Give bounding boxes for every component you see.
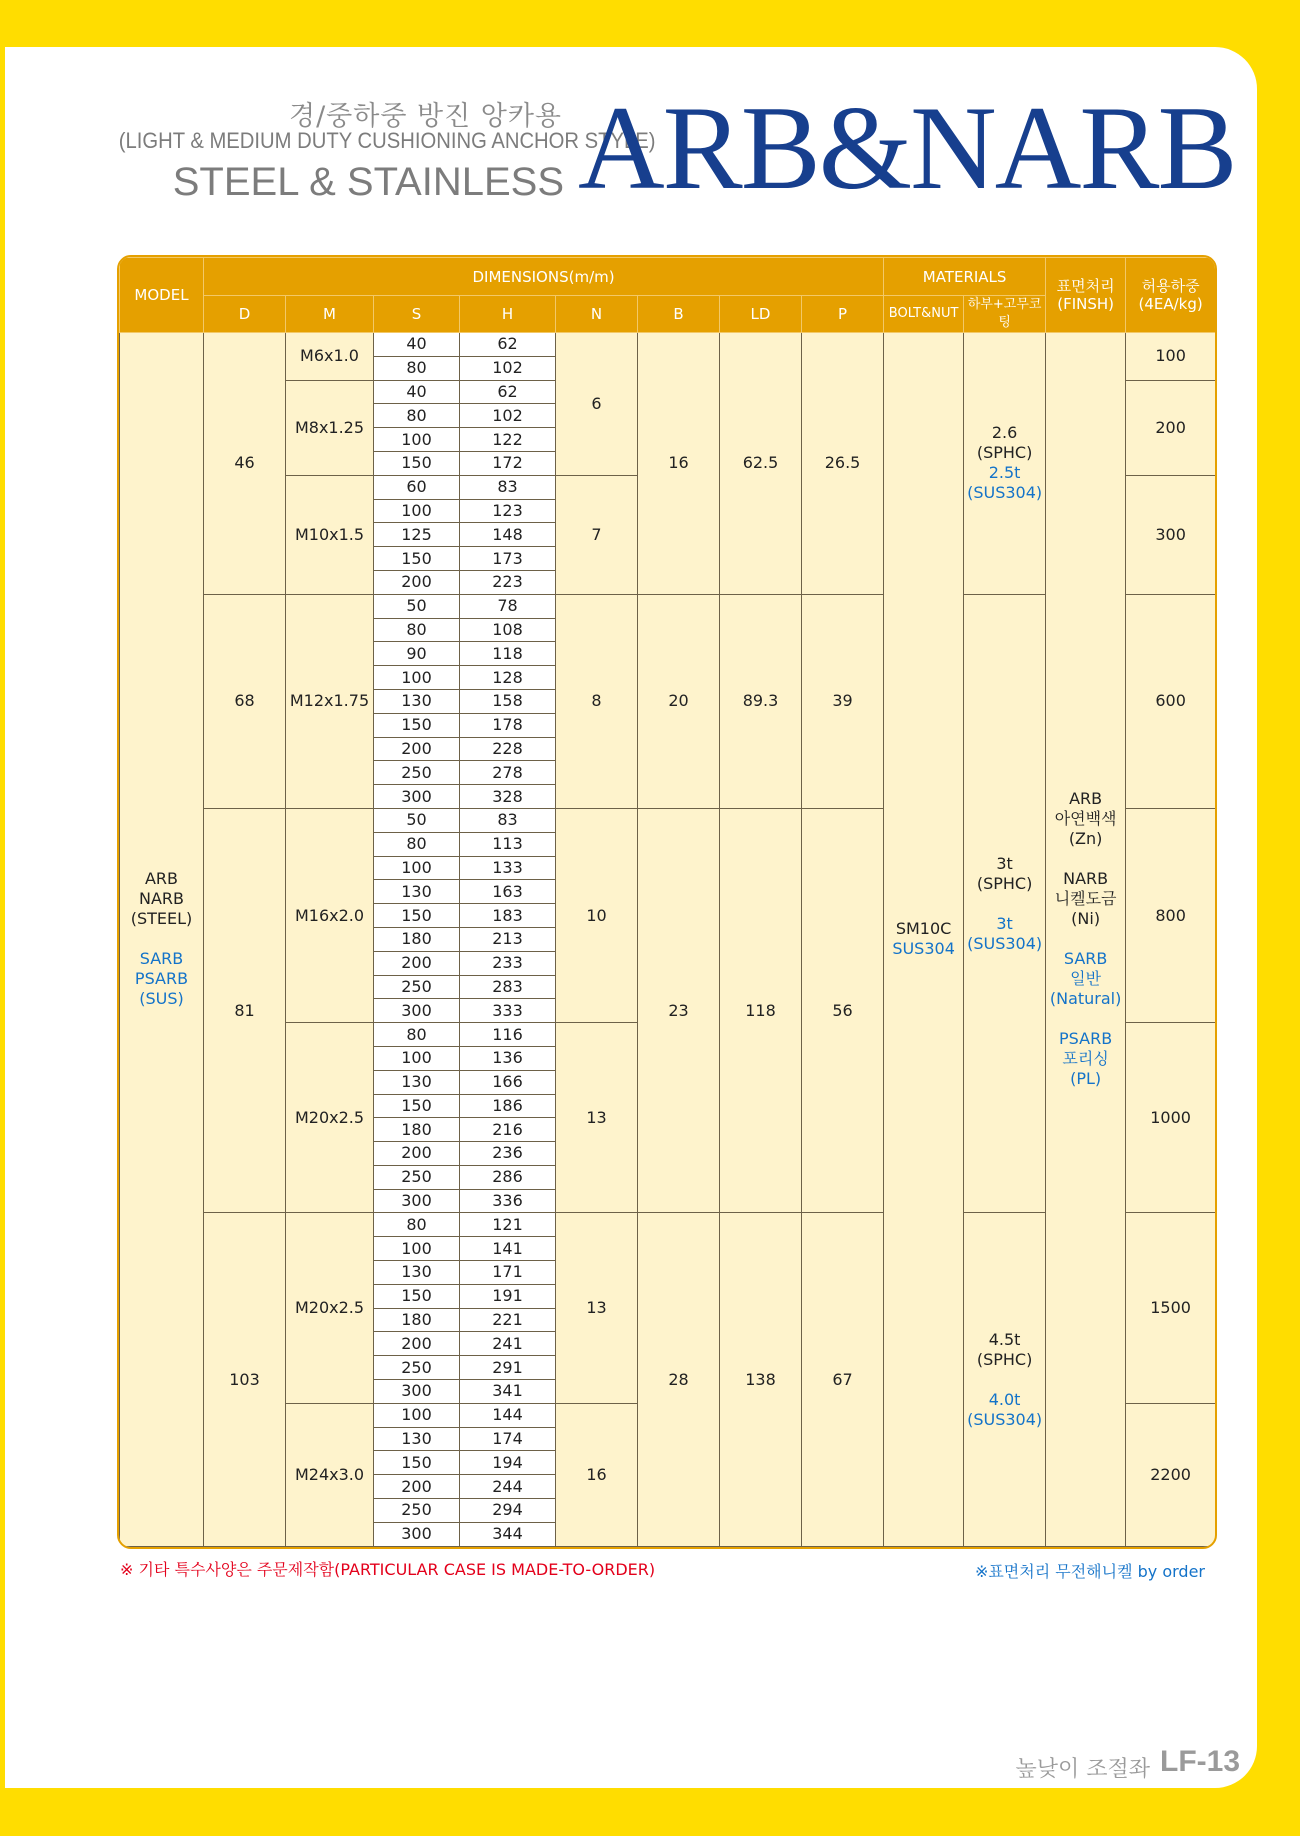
cell-p: 67 <box>802 1213 884 1546</box>
cell-h: 341 <box>460 1380 556 1404</box>
cell-s: 80 <box>374 356 460 380</box>
cell-h: 283 <box>460 975 556 999</box>
cell-s: 40 <box>374 380 460 404</box>
cell-h: 122 <box>460 428 556 452</box>
cell-h: 62 <box>460 380 556 404</box>
cell-h: 144 <box>460 1403 556 1427</box>
subtitle-korean: 경/중하중 방진 앙카용 <box>289 101 562 132</box>
cell-h: 194 <box>460 1451 556 1475</box>
cell-s: 300 <box>374 1522 460 1546</box>
cell-s: 180 <box>374 1118 460 1142</box>
cell-load: 600 <box>1126 594 1216 808</box>
cell-h: 286 <box>460 1165 556 1189</box>
header-col-p: P <box>802 296 884 333</box>
header-finish-kr: 표면처리 <box>1056 277 1115 295</box>
cell-h: 116 <box>460 1023 556 1047</box>
cell-m: M16x2.0 <box>286 808 374 1022</box>
cell-m: M6x1.0 <box>286 333 374 381</box>
finish-psarb: 포리싱 <box>1062 1049 1109 1069</box>
cell-m: M24x3.0 <box>286 1403 374 1546</box>
cell-s: 130 <box>374 1070 460 1094</box>
cell-n: 7 <box>556 475 638 594</box>
header-finish-en: (FINSH) <box>1057 295 1114 313</box>
cell-h: 102 <box>460 356 556 380</box>
cell-h: 223 <box>460 570 556 594</box>
cell-b: 20 <box>638 594 720 808</box>
coating-steel: 4.5t <box>988 1329 1021 1349</box>
note-made-to-order: ※ 기타 특수사양은 주문제작함(PARTICULAR CASE IS MADE-TO-ORDER) <box>120 1560 656 1579</box>
cell-s: 250 <box>374 1499 460 1523</box>
cell-p: 39 <box>802 594 884 808</box>
page-title: ARB&NARB <box>578 81 1236 214</box>
cell-s: 180 <box>374 1308 460 1332</box>
coating-steel-material: (SPHC) <box>976 443 1033 463</box>
cell-s: 90 <box>374 642 460 666</box>
cell-load: 200 <box>1126 380 1216 475</box>
cell-m: M12x1.75 <box>286 594 374 808</box>
cell-h: 163 <box>460 880 556 904</box>
cell-d: 103 <box>204 1213 286 1546</box>
finish-arb: (Zn) <box>1068 829 1103 849</box>
cell-s: 125 <box>374 523 460 547</box>
cell-s: 50 <box>374 594 460 618</box>
cell-ld: 138 <box>720 1213 802 1546</box>
cell-s: 100 <box>374 666 460 690</box>
cell-d: 46 <box>204 333 286 595</box>
cell-s: 100 <box>374 856 460 880</box>
cell-d: 68 <box>204 594 286 808</box>
cell-s: 200 <box>374 951 460 975</box>
cell-h: 166 <box>460 1070 556 1094</box>
cell-s: 300 <box>374 1189 460 1213</box>
cell-s: 60 <box>374 475 460 499</box>
cell-b: 28 <box>638 1213 720 1546</box>
coating-cell <box>964 1213 1046 1546</box>
cell-h: 173 <box>460 547 556 571</box>
cell-h: 133 <box>460 856 556 880</box>
cell-s: 80 <box>374 618 460 642</box>
cell-s: 130 <box>374 880 460 904</box>
cell-s: 80 <box>374 1213 460 1237</box>
cell-s: 180 <box>374 927 460 951</box>
cell-h: 221 <box>460 1308 556 1332</box>
header-col-ld: LD <box>720 296 802 333</box>
cell-p: 56 <box>802 808 884 1213</box>
cell-load: 800 <box>1126 808 1216 1022</box>
cell-n: 13 <box>556 1213 638 1403</box>
finish-narb: NARB <box>1063 869 1109 889</box>
cell-n: 13 <box>556 1023 638 1213</box>
finish-arb: ARB <box>1069 789 1103 809</box>
header-col-s: S <box>374 296 460 333</box>
cell-s: 200 <box>374 737 460 761</box>
cell-h: 136 <box>460 1046 556 1070</box>
cell-ld: 62.5 <box>720 333 802 595</box>
cell-n: 10 <box>556 808 638 1022</box>
cell-s: 200 <box>374 1475 460 1499</box>
model-sus-line: PSARB <box>134 969 189 989</box>
cell-h: 62 <box>460 333 556 357</box>
cell-h: 78 <box>460 594 556 618</box>
cell-s: 300 <box>374 785 460 809</box>
cell-s: 100 <box>374 1403 460 1427</box>
cell-s: 100 <box>374 428 460 452</box>
cell-s: 130 <box>374 689 460 713</box>
cell-h: 141 <box>460 1237 556 1261</box>
cell-h: 172 <box>460 451 556 475</box>
cell-h: 344 <box>460 1522 556 1546</box>
cell-h: 83 <box>460 475 556 499</box>
cell-ld: 118 <box>720 808 802 1213</box>
coating-sus: 3t <box>996 913 1013 933</box>
finish-narb: 니켈도금 <box>1054 889 1117 909</box>
model-steel-line: ARB <box>144 869 179 889</box>
header-col-d: D <box>204 296 286 333</box>
cell-b: 23 <box>638 808 720 1213</box>
coating-sus: 2.5t <box>988 463 1021 483</box>
model-steel-line: (STEEL) <box>130 909 193 929</box>
cell-s: 100 <box>374 1046 460 1070</box>
cell-s: 250 <box>374 1356 460 1380</box>
cell-p: 26.5 <box>802 333 884 595</box>
cell-s: 130 <box>374 1427 460 1451</box>
cell-h: 278 <box>460 761 556 785</box>
model-cell <box>120 333 204 1547</box>
cell-s: 200 <box>374 570 460 594</box>
cell-load: 2200 <box>1126 1403 1216 1546</box>
header-coating: 하부+고무코팅 <box>964 296 1046 333</box>
cell-h: 118 <box>460 642 556 666</box>
cell-s: 250 <box>374 1165 460 1189</box>
coating-sus-material: (SUS304) <box>967 933 1043 953</box>
finish-sarb: SARB <box>1063 949 1108 969</box>
bolt-nut-sus: SUS304 <box>892 939 955 959</box>
cell-h: 121 <box>460 1213 556 1237</box>
cell-h: 102 <box>460 404 556 428</box>
cell-h: 113 <box>460 832 556 856</box>
finish-sarb: 일반 <box>1070 969 1102 989</box>
cell-s: 100 <box>374 499 460 523</box>
coating-cell <box>964 333 1046 595</box>
cell-s: 300 <box>374 999 460 1023</box>
coating-steel-material: (SPHC) <box>976 873 1033 893</box>
cell-s: 150 <box>374 1284 460 1308</box>
cell-s: 80 <box>374 832 460 856</box>
note-finish-order: ※표면처리 무전해니켈 by order <box>974 1562 1205 1581</box>
subtitle-english: (LIGHT & MEDIUM DUTY CUSHIONING ANCHOR STYLE) <box>118 128 656 153</box>
cell-m: M8x1.25 <box>286 380 374 475</box>
coating-sus-material: (SUS304) <box>967 483 1043 503</box>
cell-s: 150 <box>374 547 460 571</box>
cell-h: 83 <box>460 808 556 832</box>
cell-h: 216 <box>460 1118 556 1142</box>
cell-h: 186 <box>460 1094 556 1118</box>
cell-m: M20x2.5 <box>286 1213 374 1403</box>
cell-n: 8 <box>556 594 638 808</box>
table-row <box>120 333 1216 357</box>
spec-table <box>119 257 1216 1547</box>
cell-b: 16 <box>638 333 720 595</box>
header-load <box>1126 258 1216 333</box>
cell-h: 123 <box>460 499 556 523</box>
cell-s: 250 <box>374 761 460 785</box>
cell-s: 200 <box>374 1332 460 1356</box>
coating-sus-material: (SUS304) <box>967 1409 1043 1429</box>
cell-s: 300 <box>374 1380 460 1404</box>
cell-load: 300 <box>1126 475 1216 594</box>
cell-h: 174 <box>460 1427 556 1451</box>
model-sus-line: (SUS) <box>139 989 184 1009</box>
finish-psarb: (PL) <box>1070 1069 1102 1089</box>
cell-h: 236 <box>460 1142 556 1166</box>
finish-sarb: (Natural) <box>1049 989 1122 1009</box>
cell-h: 213 <box>460 927 556 951</box>
spec-table-body <box>120 333 1216 1547</box>
cell-h: 233 <box>460 951 556 975</box>
coating-steel-material: (SPHC) <box>976 1349 1033 1369</box>
cell-h: 148 <box>460 523 556 547</box>
cell-h: 294 <box>460 1499 556 1523</box>
coating-cell <box>964 594 1046 1213</box>
finish-arb: 아연백색 <box>1054 809 1117 829</box>
cell-h: 244 <box>460 1475 556 1499</box>
cell-h: 228 <box>460 737 556 761</box>
header-bolt-nut: BOLT&NUT <box>884 296 964 333</box>
cell-n: 16 <box>556 1403 638 1546</box>
cell-h: 336 <box>460 1189 556 1213</box>
cell-s: 80 <box>374 404 460 428</box>
cell-s: 150 <box>374 904 460 928</box>
cell-s: 130 <box>374 1261 460 1285</box>
header-materials: MATERIALS <box>884 258 1046 296</box>
cell-h: 171 <box>460 1261 556 1285</box>
header-col-b: B <box>638 296 720 333</box>
finish-psarb: PSARB <box>1059 1029 1113 1049</box>
subtitle-material: STEEL & STAINLESS <box>172 160 564 204</box>
cell-s: 200 <box>374 1142 460 1166</box>
finish-cell <box>1046 333 1126 1547</box>
cell-s: 150 <box>374 1094 460 1118</box>
cell-s: 80 <box>374 1023 460 1047</box>
cell-h: 108 <box>460 618 556 642</box>
bolt-nut-cell <box>884 333 964 1547</box>
cell-h: 291 <box>460 1356 556 1380</box>
cell-load: 1500 <box>1126 1213 1216 1403</box>
cell-h: 158 <box>460 689 556 713</box>
cell-h: 183 <box>460 904 556 928</box>
header-load-kr: 허용하중 <box>1141 277 1200 295</box>
cell-s: 150 <box>374 1451 460 1475</box>
header-col-n: N <box>556 296 638 333</box>
cell-n: 6 <box>556 333 638 476</box>
cell-load: 1000 <box>1126 1023 1216 1213</box>
cell-h: 128 <box>460 666 556 690</box>
bolt-nut-steel: SM10C <box>895 919 952 939</box>
cell-s: 150 <box>374 713 460 737</box>
footer-category-label: 높낮이 조절좌 <box>1015 1757 1150 1782</box>
cell-load: 100 <box>1126 333 1216 381</box>
coating-steel: 3t <box>996 853 1013 873</box>
cell-s: 250 <box>374 975 460 999</box>
cell-m: M10x1.5 <box>286 475 374 594</box>
cell-h: 191 <box>460 1284 556 1308</box>
cell-h: 178 <box>460 713 556 737</box>
header-col-m: M <box>286 296 374 333</box>
cell-h: 241 <box>460 1332 556 1356</box>
cell-s: 40 <box>374 333 460 357</box>
header-col-h: H <box>460 296 556 333</box>
coating-steel: 2.6 <box>991 423 1018 443</box>
cell-s: 50 <box>374 808 460 832</box>
cell-s: 100 <box>374 1237 460 1261</box>
header-load-unit: (4EA/kg) <box>1138 295 1203 313</box>
coating-sus: 4.0t <box>988 1389 1021 1409</box>
cell-m: M20x2.5 <box>286 1023 374 1213</box>
model-steel-line: NARB <box>138 889 184 909</box>
cell-h: 333 <box>460 999 556 1023</box>
footer-page-number: LF-13 <box>1160 1745 1241 1778</box>
cell-ld: 89.3 <box>720 594 802 808</box>
header-finish <box>1046 258 1126 333</box>
cell-d: 81 <box>204 808 286 1213</box>
spec-table-container <box>117 255 1217 1549</box>
cell-s: 150 <box>374 451 460 475</box>
header-model: MODEL <box>120 258 204 333</box>
header-dimensions: DIMENSIONS(m/m) <box>204 258 884 296</box>
finish-narb: (Ni) <box>1071 909 1101 929</box>
cell-h: 328 <box>460 785 556 809</box>
model-sus-line: SARB <box>139 949 184 969</box>
